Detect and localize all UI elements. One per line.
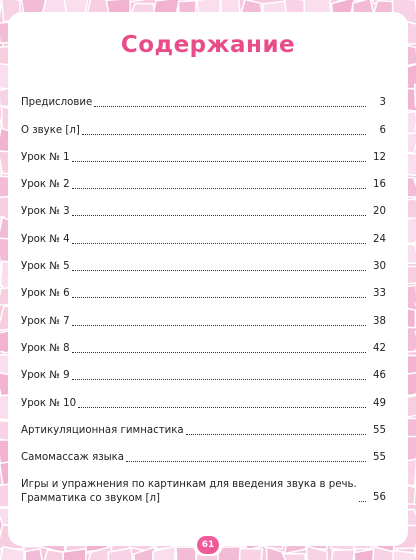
toc-page: 55 <box>373 424 386 436</box>
page-title: Содержание <box>120 32 296 58</box>
toc-row[interactable] <box>21 248 386 275</box>
toc-row[interactable] <box>21 357 386 384</box>
toc-row[interactable] <box>21 384 386 411</box>
toc-page: 42 <box>373 342 386 354</box>
mosaic-tile <box>331 549 355 560</box>
toc-page: 33 <box>373 288 386 300</box>
leader-dots <box>82 133 366 135</box>
toc-page: 30 <box>373 261 386 273</box>
toc-row[interactable] <box>21 330 386 357</box>
toc-row[interactable] <box>21 84 386 111</box>
toc-label: О звуке [л] <box>21 124 80 136</box>
leader-dots <box>72 296 366 298</box>
toc-row[interactable] <box>21 439 386 466</box>
toc-row[interactable] <box>21 139 386 166</box>
leader-dots <box>72 160 366 162</box>
toc-page: 20 <box>373 206 386 218</box>
table-of-contents <box>21 84 386 506</box>
mosaic-tile <box>239 548 263 560</box>
leader-dots <box>72 214 366 216</box>
leader-dots <box>126 460 366 462</box>
toc-label <box>21 478 357 506</box>
toc-label: Урок № 1 <box>21 151 70 163</box>
leader-dots <box>72 242 366 244</box>
toc-page: 38 <box>373 315 386 327</box>
toc-label: Предисловие <box>21 97 93 109</box>
toc-row[interactable] <box>21 275 386 302</box>
toc-page: 3 <box>379 97 386 109</box>
toc-label: Самомассаж языка <box>21 452 125 464</box>
toc-label: Урок № 3 <box>21 206 70 218</box>
toc-row[interactable] <box>21 166 386 193</box>
leader-dots <box>186 433 366 435</box>
toc-label: Урок № 4 <box>21 233 70 245</box>
toc-label: Урок № 6 <box>21 288 70 300</box>
leader-dots <box>72 351 366 353</box>
mosaic-tile <box>25 549 44 560</box>
toc-page: 12 <box>373 151 386 163</box>
toc-label-line: Грамматика со звуком [л] <box>21 493 161 505</box>
toc-row[interactable] <box>21 412 386 439</box>
toc-label: Урок № 2 <box>21 179 70 191</box>
toc-label: Урок № 5 <box>21 261 70 273</box>
toc-page: 49 <box>373 397 386 409</box>
toc-page: 56 <box>373 492 386 504</box>
toc-label: Артикуляционная гимнастика <box>21 424 184 436</box>
leader-dots <box>72 187 366 189</box>
toc-page: 24 <box>373 233 386 245</box>
leader-dots <box>72 324 366 326</box>
toc-label-line: Игры и упражнения по картинкам для введения звука в речь. <box>21 479 357 491</box>
toc-page: 16 <box>373 179 386 191</box>
toc-row[interactable] <box>21 302 386 329</box>
toc-label: Урок № 10 <box>21 397 77 409</box>
page-number-badge <box>193 534 223 556</box>
toc-page: 46 <box>373 370 386 382</box>
leader-dots <box>78 406 366 408</box>
leader-dots <box>72 378 366 380</box>
toc-row[interactable] <box>21 466 386 506</box>
toc-label: Урок № 9 <box>21 370 70 382</box>
toc-label: Урок № 8 <box>21 342 70 354</box>
toc-page: 55 <box>373 452 386 464</box>
leader-dots <box>94 105 366 107</box>
mosaic-tile <box>393 550 416 560</box>
mosaic-tile <box>283 554 307 560</box>
leader-dots <box>72 269 366 271</box>
toc-label: Урок № 7 <box>21 315 70 327</box>
page-number: 61 <box>197 536 219 554</box>
leader-dots <box>359 500 366 502</box>
contents-page <box>8 12 408 546</box>
toc-row[interactable] <box>21 111 386 138</box>
toc-page: 6 <box>379 124 386 136</box>
toc-row[interactable] <box>21 220 386 247</box>
toc-row[interactable] <box>21 193 386 220</box>
mosaic-tile <box>354 549 374 560</box>
mosaic-tile <box>130 0 157 2</box>
